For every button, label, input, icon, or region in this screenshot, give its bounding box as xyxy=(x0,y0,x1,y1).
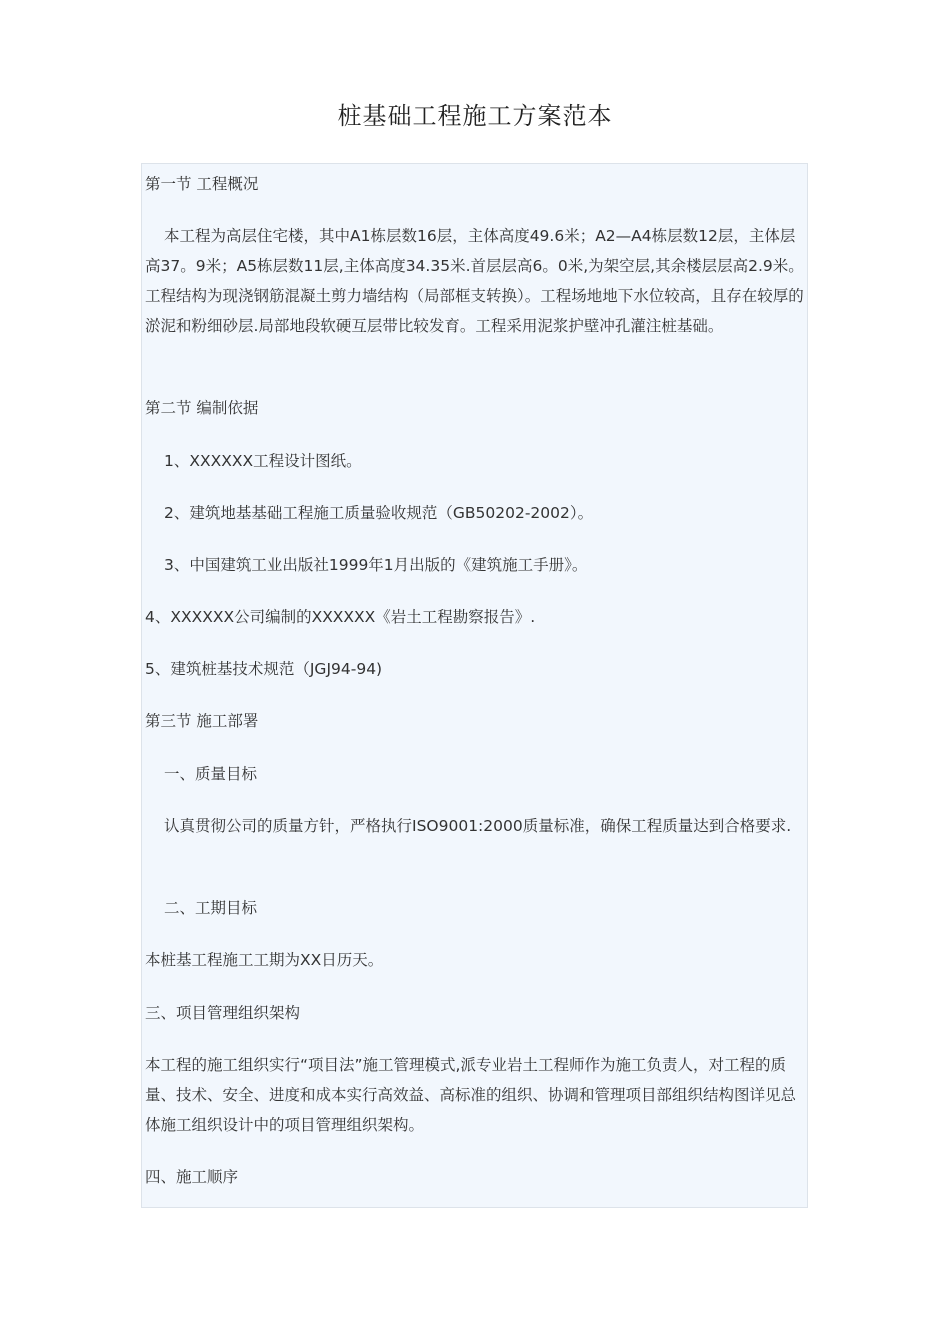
document-title: 桩基础工程施工方案范本 xyxy=(337,102,613,130)
subsection-heading: 四、施工顺序 xyxy=(145,1168,239,1186)
list-item: 2、建筑地基基础工程施工质量验收规范（GB50202-2002）。 xyxy=(164,504,594,522)
subsection-heading: 二、工期目标 xyxy=(164,899,258,917)
section-heading: 第一节 工程概况 xyxy=(145,175,259,193)
body-paragraph: 认真贯彻公司的质量方针，严格执行ISO9001:2000质量标准，确保工程质量达到合格要求. xyxy=(164,817,792,835)
body-paragraph: 本工程为高层住宅楼，其中A1栋层数16层，主体高度49.6米；A2—A4栋层数12层，主体层高37。9米；A5栋层数11层,主体高度34.35米.首层层高6。0米,为架空层,其余楼层层高2.9米。工程结构为现浇钢筋混凝土剪力墙结构（局部框支转换）。工程场地地下水位较高，且存在较厚的淤泥和粉细砂层.局部地段软硬互层带比较发育。工程采用泥浆护壁冲孔灌注桩基础。 xyxy=(145,227,804,335)
body-paragraph: 本工程的施工组织实行“项目法”施工管理模式,派专业岩土工程师作为施工负责人，对工程的质量、技术、安全、进度和成本实行高效益、高标准的组织、协调和管理项目部组织结构图详见总体施工组织设计中的项目管理组织架构。 xyxy=(145,1056,797,1134)
list-item: 1、XXXXXX工程设计图纸。 xyxy=(164,452,362,470)
list-item: 3、中国建筑工业出版社1999年1月出版的《建筑施工手册》。 xyxy=(164,556,588,574)
list-item: 5、建筑桩基技术规范（JGJ94-94) xyxy=(145,660,383,678)
subsection-heading: 三、项目管理组织架构 xyxy=(145,1004,301,1022)
list-item: 4、XXXXXX公司编制的XXXXXX《岩土工程勘察报告》. xyxy=(145,608,536,626)
content-panel xyxy=(141,163,808,1208)
section-heading: 第二节 编制依据 xyxy=(145,399,259,417)
body-paragraph: 本桩基工程施工工期为XX日历天。 xyxy=(145,951,384,969)
section-heading: 第三节 施工部署 xyxy=(145,712,259,730)
subsection-heading: 一、质量目标 xyxy=(164,765,258,783)
